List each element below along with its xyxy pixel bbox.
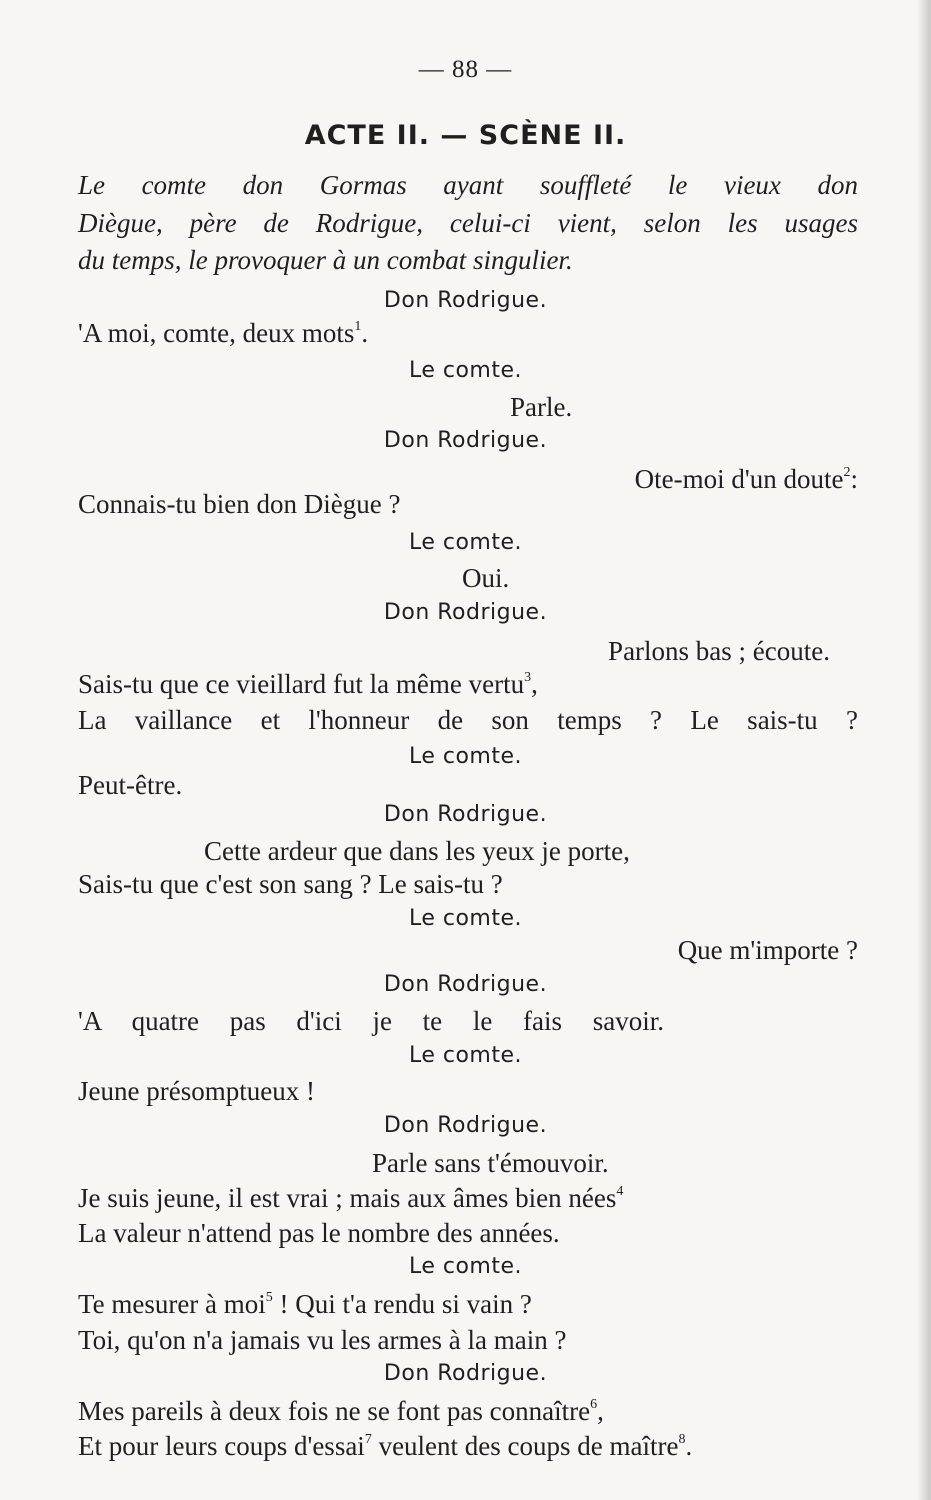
verse-line: Toi, qu'on n'a jamais vu les armes à la main ? [78, 1325, 567, 1355]
speaker-label: Don Rodrigue. [383, 428, 548, 453]
speaker-label: Don Rodrigue. [383, 288, 548, 313]
speaker-label: Le comte. [408, 1254, 523, 1279]
footnote-marker: 6 [590, 1397, 598, 1412]
verse-line: Ote-moi d'un doute$^2$: [634, 464, 858, 494]
speaker-label: Don Rodrigue. [383, 802, 548, 827]
verse-line: Et pour leurs coups d'essai$^7$ veulent des coups de maître$^8$. [78, 1431, 693, 1461]
intro-line-1: Le comte don Gormas ayant souffleté le vieux don [78, 170, 858, 200]
verse-line: Sais-tu que ce vieillard fut la même vertu$^3$, [78, 669, 538, 699]
verse-line: Peut-être. [78, 770, 183, 800]
verse-line: Sais-tu que c'est son sang ? Le sais-tu ? [78, 869, 503, 899]
speaker-label: Don Rodrigue. [383, 972, 548, 997]
speaker-label: Le comte. [408, 1043, 523, 1068]
footnote-marker: 1 [354, 319, 362, 334]
page-number: — 88 — [418, 56, 513, 83]
verse-line: Oui. [462, 563, 510, 593]
footnote-marker: 3 [524, 670, 532, 685]
verse-line: Parle sans t'émouvoir. [372, 1148, 609, 1178]
footnote-marker: 8 [678, 1432, 686, 1447]
intro-line-2: Diègue, père de Rodrigue, celui-ci vient, selon les usages [78, 208, 858, 238]
footnote-marker: 2 [843, 465, 851, 480]
footnote-marker: 4 [616, 1184, 624, 1199]
verse-line: Parle. [510, 392, 573, 422]
verse-line: Cette ardeur que dans les yeux je porte, [204, 836, 630, 866]
verse-line: 'A moi, comte, deux mots$^1$. [78, 318, 369, 348]
verse-line: Que m'importe ? [677, 935, 858, 965]
intro-line-3: du temps, le provoquer à un combat singulier. [78, 245, 573, 275]
verse-line: 'A quatre pas d'ici je te le fais savoir. [78, 1006, 664, 1036]
scene-title: ACTE II. — SCÈNE II. [304, 120, 627, 151]
verse-line: La vaillance et l'honneur de son temps ? Le sais-tu ? [78, 705, 858, 735]
speaker-label: Don Rodrigue. [383, 1361, 548, 1386]
verse-line: Mes pareils à deux fois ne se font pas connaître$^6$, [78, 1396, 604, 1426]
speaker-label: Le comte. [408, 358, 523, 383]
speaker-label: Le comte. [408, 744, 523, 769]
verse-line: Connais-tu bien don Diègue ? [78, 489, 401, 519]
speaker-label: Don Rodrigue. [383, 600, 548, 625]
speaker-label: Le comte. [408, 530, 523, 555]
verse-line: Te mesurer à moi$^5$ ! Qui t'a rendu si vain ? [78, 1289, 532, 1319]
speaker-label: Le comte. [408, 906, 523, 931]
verse-line: Je suis jeune, il est vrai ; mais aux âmes bien nées$^4$ [78, 1183, 624, 1213]
verse-line: Parlons bas ; écoute. [608, 636, 830, 666]
footnote-marker: 5 [265, 1290, 273, 1305]
footnote-marker: 7 [364, 1432, 372, 1447]
speaker-label: Don Rodrigue. [383, 1113, 548, 1138]
verse-line: Jeune présomptueux ! [78, 1076, 315, 1106]
verse-line: La valeur n'attend pas le nombre des années. [78, 1218, 560, 1248]
